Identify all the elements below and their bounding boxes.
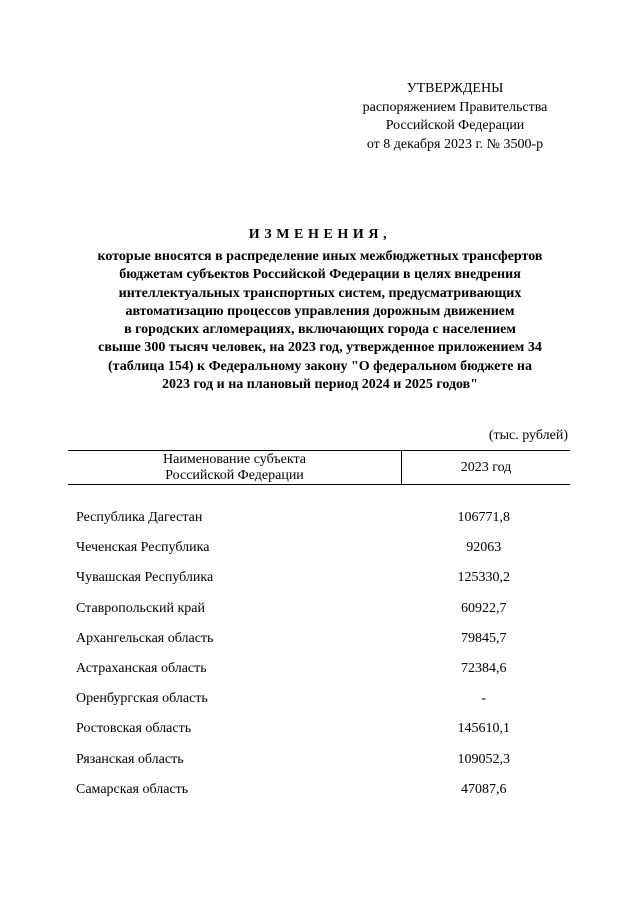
header-region-name	[68, 451, 402, 485]
subtitle-line: в городских агломерациях, включающих города с населением	[124, 322, 516, 338]
region-name: Рязанская область	[76, 751, 184, 767]
table-header-row	[68, 451, 570, 485]
region-name: Архангельская область	[76, 630, 214, 646]
table-row	[68, 624, 570, 654]
table-row	[68, 594, 570, 624]
subtitle-line: которые вносятся в распределение иных межбюджетных трансфертов	[97, 249, 543, 264]
region-name: Ростовская область	[76, 721, 192, 737]
document-subtitle	[70, 248, 570, 394]
region-value: 79845,7	[461, 630, 507, 646]
table-row	[68, 563, 570, 593]
approval-heading: УТВЕРЖДЕНЫ	[406, 81, 504, 96]
allocation-table	[68, 450, 570, 805]
table-row	[68, 533, 570, 563]
region-name: Ставропольский край	[76, 600, 205, 616]
region-name: Самарская область	[76, 781, 189, 797]
region-name: Чеченская Республика	[76, 540, 210, 556]
table-row	[68, 714, 570, 744]
region-value: 92063	[466, 540, 502, 556]
region-value: 145610,1	[457, 721, 510, 737]
region-value: 60922,7	[461, 600, 507, 616]
region-name: Астраханская область	[76, 661, 207, 677]
subtitle-line: бюджетам субъектов Российской Федерации в целях внедрения	[119, 267, 521, 283]
header-year: 2023 год	[402, 451, 571, 485]
units-label: (тыс. рублей)	[488, 428, 568, 443]
subtitle-line: интеллектуальных транспортных систем, предусматривающих	[118, 285, 522, 301]
region-value: 109052,3	[457, 751, 510, 767]
table-row	[68, 684, 570, 714]
header-region-name-line2: Российской Федерации	[165, 467, 304, 483]
region-value: -	[481, 691, 487, 707]
table-row	[68, 745, 570, 775]
header-region-name-line1: Наименование субъекта	[163, 451, 306, 467]
table-row	[68, 775, 570, 805]
region-value: 125330,2	[457, 570, 510, 586]
subtitle-line: (таблица 154) к Федеральному закону "О федеральном бюджете на	[108, 358, 532, 374]
approval-line-1: распоряжением Правительства	[362, 99, 548, 115]
subtitle-line: свыше 300 тысяч человек, на 2023 год, утвержденное приложением 34	[98, 340, 542, 356]
approval-line-3: от 8 декабря 2023 г. № 3500-р	[366, 136, 544, 152]
table-row	[68, 654, 570, 684]
subtitle-line: автоматизацию процессов управления дорожным движением	[125, 303, 515, 319]
region-value: 72384,6	[461, 661, 507, 677]
approval-block	[340, 80, 570, 154]
document-title: ИЗМЕНЕНИЯ,	[248, 227, 392, 242]
table-row	[68, 485, 570, 534]
region-value: 106771,8	[457, 510, 510, 526]
subtitle-line: 2023 год и на плановый период 2024 и 2025 годов"	[161, 377, 479, 393]
approval-line-2: Российской Федерации	[385, 118, 525, 133]
region-name: Республика Дагестан	[76, 510, 203, 526]
region-value: 47087,6	[461, 781, 507, 797]
region-name: Чувашская Республика	[76, 570, 214, 586]
region-name: Оренбургская область	[76, 691, 208, 707]
